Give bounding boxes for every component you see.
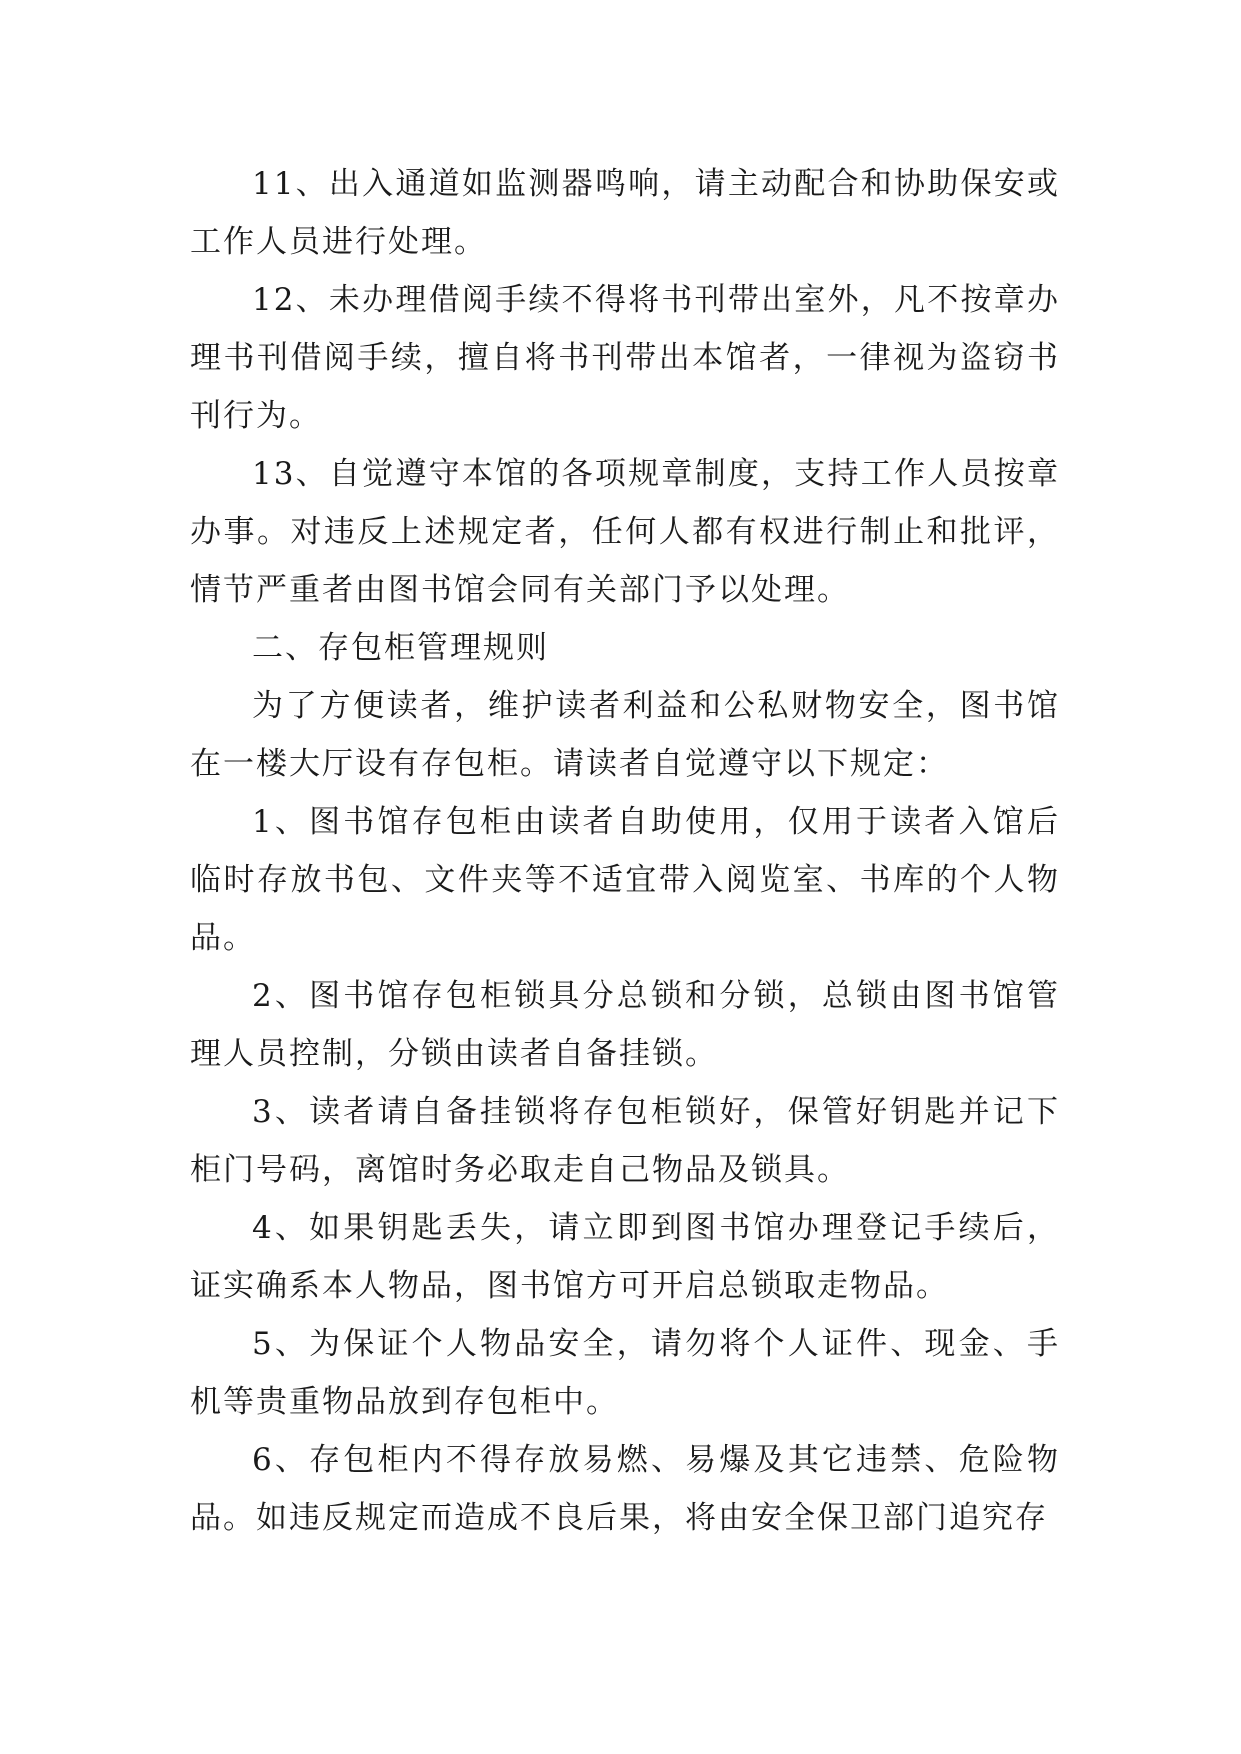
paragraph-locker-rule-2: 2、图书馆存包柜锁具分总锁和分锁，总锁由图书馆管理人员控制，分锁由读者自备挂锁。 [190, 978, 1060, 1072]
paragraph-intro: 为了方便读者，维护读者利益和公私财物安全，图书馆在一楼大厅设有存包柜。请读者自觉遵守以下规定： [190, 688, 1060, 782]
paragraph-locker-rule-5: 5、为保证个人物品安全，请勿将个人证件、现金、手机等贵重物品放到存包柜中。 [190, 1326, 1060, 1420]
paragraph-rule-12: 12、未办理借阅手续不得将书刊带出室外，凡不按章办理书刊借阅手续，擅自将书刊带出本馆者，一律视为盗窃书刊行为。 [190, 282, 1060, 434]
paragraph-locker-rule-6: 6、存包柜内不得存放易燃、易爆及其它违禁、危险物品。如违反规定而造成不良后果，将由安全保卫部门追究存 [190, 1442, 1060, 1536]
section-heading: 二、存包柜管理规则 [252, 630, 549, 666]
document-body [190, 155, 1060, 1547]
paragraph-rule-13: 13、自觉遵守本馆的各项规章制度，支持工作人员按章办事。对违反上述规定者，任何人都有权进行制止和批评，情节严重者由图书馆会同有关部门予以处理。 [190, 456, 1060, 608]
paragraph-rule-11: 11、出入通道如监测器鸣响，请主动配合和协助保安或工作人员进行处理。 [190, 166, 1060, 260]
paragraph-locker-rule-3: 3、读者请自备挂锁将存包柜锁好，保管好钥匙并记下柜门号码，离馆时务必取走自己物品及锁具。 [190, 1094, 1060, 1188]
paragraph-locker-rule-1: 1、图书馆存包柜由读者自助使用，仅用于读者入馆后临时存放书包、文件夹等不适宜带入阅览室、书库的个人物品。 [190, 804, 1060, 956]
paragraph-locker-rule-4: 4、如果钥匙丢失，请立即到图书馆办理登记手续后，证实确系本人物品，图书馆方可开启总锁取走物品。 [190, 1210, 1060, 1304]
